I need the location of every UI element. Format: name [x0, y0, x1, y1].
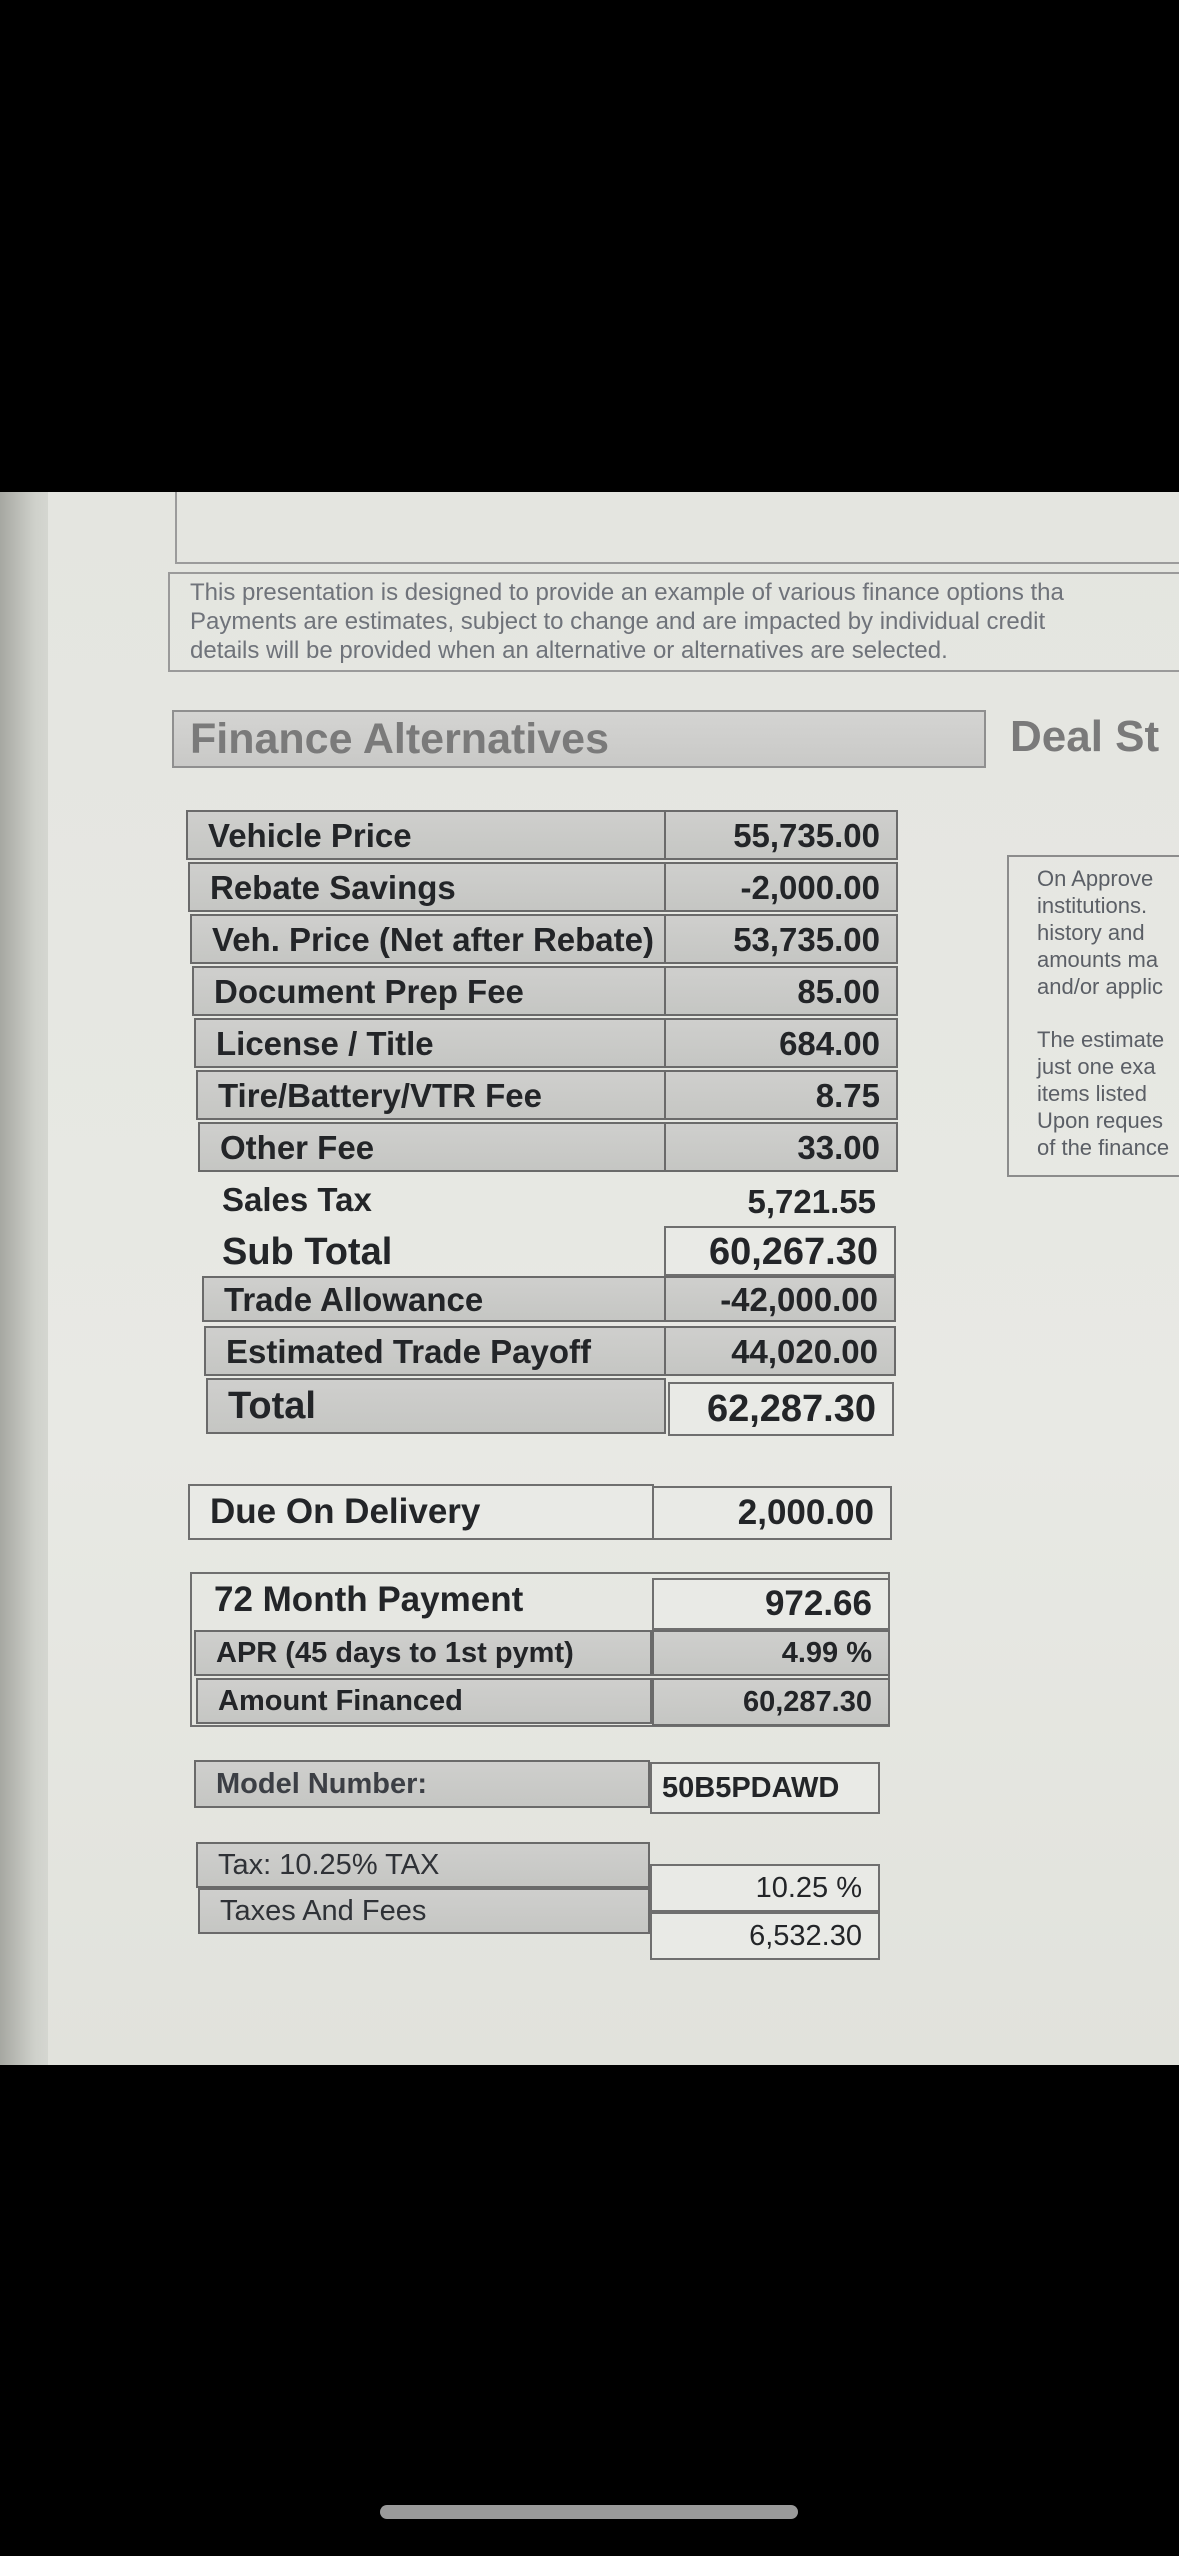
tax-rate-value: 10.25 % — [650, 1864, 880, 1912]
rebate-savings-label: Rebate Savings — [188, 862, 666, 912]
note-line: amounts ma — [1037, 947, 1159, 972]
monthly-payment-value: 972.66 — [652, 1578, 890, 1630]
note-line: just one exa — [1037, 1054, 1156, 1079]
note-line: items listed — [1037, 1081, 1148, 1106]
vehicle-price-label: Vehicle Price — [186, 810, 666, 860]
tire-battery-fee-value: 8.75 — [664, 1070, 898, 1120]
other-fee-label: Other Fee — [198, 1122, 666, 1172]
trade-allowance-label: Trade Allowance — [202, 1276, 666, 1322]
amount-financed-value: 60,287.30 — [652, 1678, 890, 1726]
amount-financed-label: Amount Financed — [196, 1678, 652, 1724]
disclaimer-line-3: details will be provided when an alternative or alternatives are selected. — [190, 637, 948, 664]
rebate-savings-value: -2,000.00 — [664, 862, 898, 912]
due-on-delivery-value: 2,000.00 — [652, 1486, 892, 1540]
monthly-payment-label: 72 Month Payment — [214, 1580, 524, 1619]
net-price-label: Veh. Price (Net after Rebate) — [190, 914, 666, 964]
sub-total-label: Sub Total — [222, 1231, 393, 1273]
disclaimer-line-1: This presentation is designed to provide an example of various finance options tha — [190, 579, 1064, 606]
apr-label: APR (45 days to 1st pymt) — [194, 1630, 652, 1676]
other-fee-value: 33.00 — [664, 1122, 898, 1172]
license-title-value: 684.00 — [664, 1018, 898, 1068]
header-box — [175, 492, 1179, 564]
document-prep-fee-label: Document Prep Fee — [192, 966, 666, 1016]
home-indicator[interactable] — [380, 2505, 798, 2519]
deal-summary-title: Deal St — [1010, 712, 1160, 761]
note-line: The estimate — [1037, 1027, 1165, 1052]
sales-tax-label: Sales Tax — [222, 1181, 372, 1218]
tire-battery-fee-label: Tire/Battery/VTR Fee — [196, 1070, 666, 1120]
note-line: Upon reques — [1037, 1108, 1163, 1133]
trade-payoff-value: 44,020.00 — [664, 1326, 896, 1376]
vehicle-price-value: 55,735.00 — [664, 810, 898, 860]
tax-label: Tax: 10.25% TAX — [196, 1842, 650, 1888]
trade-payoff-label: Estimated Trade Payoff — [204, 1326, 666, 1376]
total-label: Total — [206, 1378, 666, 1434]
model-number-value: 50B5PDAWD — [650, 1762, 880, 1814]
disclaimer-line-2: Payments are estimates, subject to change and are impacted by individual credit — [190, 608, 1046, 635]
note-line: history and — [1037, 920, 1145, 945]
disclaimer-box — [168, 572, 1179, 672]
due-on-delivery-label: Due On Delivery — [188, 1484, 654, 1540]
note-line: institutions. — [1037, 893, 1148, 918]
note-line: and/or applic — [1037, 974, 1163, 999]
note-line: On Approve — [1037, 866, 1154, 891]
deal-notes-box — [1007, 855, 1179, 1177]
total-value: 62,287.30 — [668, 1382, 894, 1436]
note-line: of the finance — [1037, 1135, 1170, 1160]
license-title-label: License / Title — [194, 1018, 666, 1068]
photographed-screen — [0, 492, 1179, 2065]
taxes-and-fees-label: Taxes And Fees — [198, 1888, 650, 1934]
net-price-value: 53,735.00 — [664, 914, 898, 964]
taxes-and-fees-value: 6,532.30 — [650, 1912, 880, 1960]
note-gap — [1037, 1000, 1179, 1026]
trade-allowance-value: -42,000.00 — [664, 1276, 896, 1322]
model-number-label: Model Number: — [194, 1760, 650, 1808]
document-prep-fee-value: 85.00 — [664, 966, 898, 1016]
sub-total-value: 60,267.30 — [664, 1226, 896, 1276]
apr-value: 4.99 % — [652, 1630, 890, 1676]
sales-tax-value: 5,721.55 — [747, 1183, 876, 1220]
finance-alternatives-title: Finance Alternatives — [172, 710, 986, 768]
